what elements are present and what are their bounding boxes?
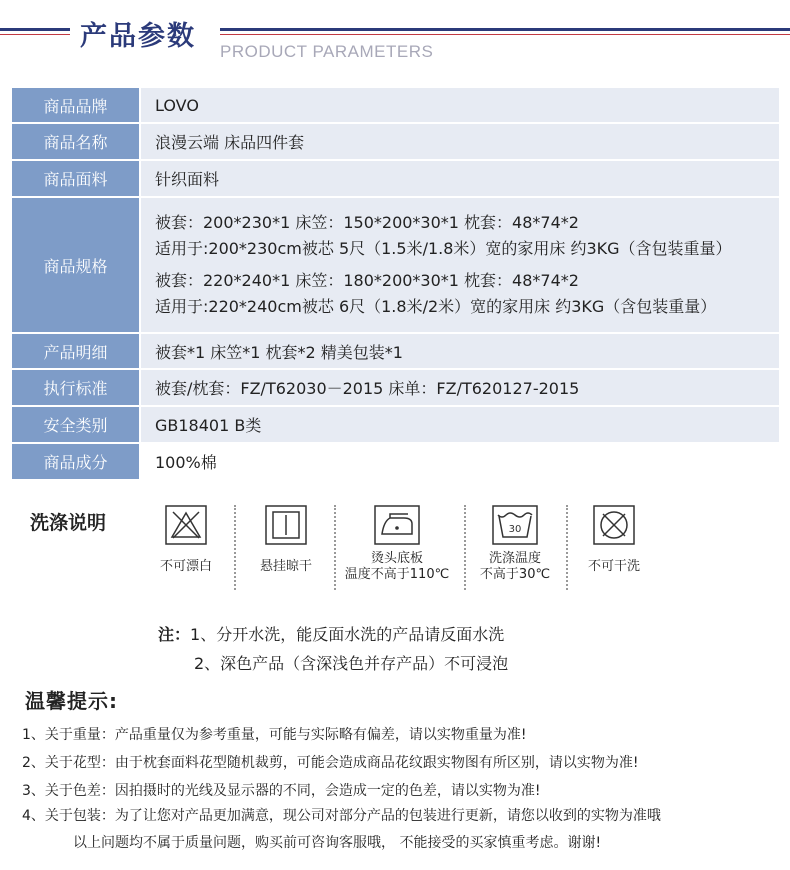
param-label: 商品面料 (12, 161, 139, 196)
wash-label: 烫头底板 (370, 551, 423, 566)
param-row-spec (12, 198, 779, 332)
spec-line: 适用于:220*240cm被芯 6尺（1.8米/2米）宽的家用床 约3KG（含包装重量） (155, 297, 717, 316)
param-row-brand (12, 88, 779, 122)
no-dry-clean-icon (593, 505, 635, 545)
param-label: 商品名称 (12, 124, 139, 159)
wash-label: 洗涤温度 (488, 551, 541, 566)
param-label: 商品成分 (12, 444, 139, 479)
header-rule-right (220, 28, 790, 31)
hang-dry-icon (265, 505, 307, 545)
param-value-spec (141, 198, 779, 332)
wash-label-detail: 不高于30℃ (479, 567, 551, 582)
param-row-safety (12, 407, 779, 442)
param-value: LOVO (141, 88, 779, 122)
washing-title: 洗涤说明 (30, 512, 107, 534)
tip-line: 1、关于重量：产品重量仅为参考重量，可能与实际略有偏差，请以实物重量为准! (22, 727, 527, 743)
spec-line: 被套：220*240*1 床笠：180*200*30*1 枕套：48*74*2 (155, 271, 579, 290)
no-bleach-icon (165, 505, 207, 545)
wash-label-detail: 温度不高于110℃ (344, 567, 450, 582)
wash-separator (234, 505, 236, 590)
spec-line: 适用于:200*230cm被芯 5尺（1.5米/1.8米）宽的家用床 约3KG（含包装重量） (155, 239, 732, 258)
param-value: 被套*1 床笠*1 枕套*2 精美包装*1 (141, 334, 779, 368)
header-rule-right-accent (220, 34, 790, 35)
page-title: 产品参数 (80, 21, 196, 52)
wash-label: 悬挂晾干 (259, 559, 312, 574)
wash-temp-value: 30 (508, 524, 522, 535)
params-table (12, 88, 779, 481)
param-row-details (12, 334, 779, 368)
tips-title: 温馨提示: (25, 689, 118, 713)
param-label: 商品品牌 (12, 88, 139, 122)
param-row-name (12, 124, 779, 159)
param-label: 执行标准 (12, 370, 139, 405)
param-label: 产品明细 (12, 334, 139, 368)
wash-item-wash-temp (470, 505, 560, 583)
param-row-standard (12, 370, 779, 405)
note-line-1 (158, 622, 504, 645)
wash-item-no-dry-clean (576, 505, 652, 575)
tip-line: 3、关于色差：因拍摄时的光线及显示器的不同，会造成一定的色差，请以实物为准! (22, 783, 541, 799)
param-label: 安全类别 (12, 407, 139, 442)
wash-separator (566, 505, 568, 590)
iron-icon (374, 505, 420, 545)
tip-line: 以上问题均不属于质量问题，购买前可咨询客服哦， 不能接受的买家慎重考虑。谢谢! (73, 835, 602, 851)
tip-line: 4、关于包装：为了让您对产品更加满意，现公司对部分产品的包装进行更新，请您以收到的实物为准哦 (22, 808, 661, 824)
wash-separator (464, 505, 466, 590)
wash-item-no-bleach (148, 505, 224, 575)
spec-line: 被套：200*230*1 床笠：150*200*30*1 枕套：48*74*2 (155, 213, 579, 232)
wash-item-hang-dry (248, 505, 324, 575)
tip-line: 2、关于花型：由于枕套面料花型随机裁剪，可能会造成商品花纹跟实物图有所区别，请以实物为准! (22, 755, 639, 771)
page-subtitle: PRODUCT PARAMETERS (220, 42, 434, 61)
note-prefix: 注： (158, 625, 191, 644)
note-text: 1、分开水洗，能反面水洗的产品请反面水洗 (190, 625, 505, 644)
wash-label: 不可干洗 (587, 559, 640, 574)
param-value: 浪漫云端 床品四件套 (141, 124, 779, 159)
param-label: 商品规格 (12, 198, 139, 332)
wash-temp-icon (492, 505, 538, 545)
param-value: GB18401 B类 (141, 407, 779, 442)
wash-item-iron (338, 505, 456, 583)
param-row-composition (12, 444, 779, 479)
note-line-2: 2、深色产品（含深浅色并存产品）不可浸泡 (194, 654, 509, 673)
header-rule-left-accent (0, 34, 70, 35)
wash-label: 不可漂白 (159, 559, 212, 574)
param-row-fabric (12, 161, 779, 196)
param-value: 被套/枕套：FZ/T62030－2015 床单：FZ/T620127-2015 (141, 370, 779, 405)
param-value: 100%棉 (141, 444, 779, 479)
wash-separator (334, 505, 336, 590)
param-value: 针织面料 (141, 161, 779, 196)
header-rule-left (0, 28, 70, 31)
